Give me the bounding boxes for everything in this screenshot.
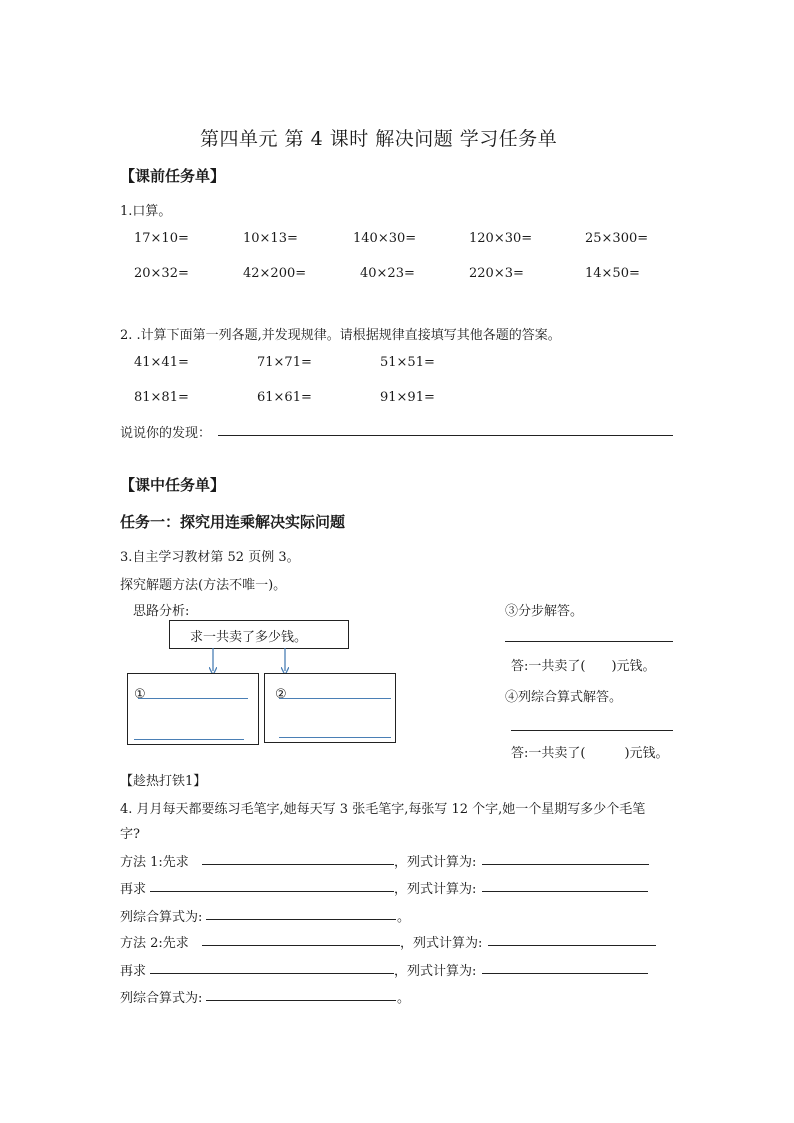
step1-box [127,673,259,745]
step1-line-1[interactable] [138,698,248,699]
m1-then-blank[interactable] [150,891,394,892]
calc-item: 61×61= [257,390,312,405]
step2-box [264,673,396,743]
step2-line-1[interactable] [279,698,391,699]
calc-item: 120×30= [469,231,533,246]
q2-label: 2. .计算下面第一列各题,并发现规律。请根据规律直接填写其他各题的答案。 [120,328,561,343]
step-label: ③分步解答。 [505,604,584,619]
step-answer-line[interactable] [505,641,673,642]
answer-1: 答:一共卖了( )元钱。 [511,659,656,674]
step2-line-2[interactable] [279,737,391,738]
m1-then-calc-blank[interactable] [482,891,648,892]
m2-combined-blank[interactable] [206,1000,396,1001]
calc-item: 20×32= [134,266,189,281]
m2-first-blank[interactable] [202,945,400,946]
practice-header: 【趁热打铁1】 [120,774,207,789]
calc-item: 14×50= [585,266,640,281]
q4-line1: 4. 月月每天都要练习毛笔字,她每天写 3 张毛笔字,每张写 12 个字,她一个星期写多少个毛笔 [120,802,646,817]
m2-first-calc-label: ，列式计算为: [400,936,483,951]
pre-class-header: 【课前任务单】 [120,167,226,185]
m1-first-label: 方法 1:先求 [120,855,189,870]
q4-line2: 字? [120,827,140,842]
task1-title: 任务一：探究用连乘解决实际问题 [120,513,346,531]
analysis-label: 思路分析: [133,604,190,619]
calc-item: 25×300= [585,231,649,246]
calc-item: 51×51= [380,355,435,370]
m2-first-calc-blank[interactable] [488,945,656,946]
calc-item: 10×13= [243,231,298,246]
m2-then-calc-blank[interactable] [482,973,648,974]
step1-line-2[interactable] [134,739,244,740]
m1-first-calc-label: ，列式计算为: [394,855,477,870]
page-title: 第四单元 第 4 课时 解决问题 学习任务单 [200,128,558,150]
m2-first-label: 方法 2:先求 [120,936,189,951]
m1-then-label: 再求 [120,882,147,897]
method-label: 探究解题方法(方法不唯一)。 [120,578,287,593]
m1-combined-label: 列综合算式为: [120,910,203,925]
answer-2: 答:一共卖了( )元钱。 [511,746,669,761]
calc-item: 91×91= [380,390,435,405]
m1-combined-blank[interactable] [206,919,396,920]
m1-then-calc-label: ，列式计算为: [394,882,477,897]
m2-combined-label: 列综合算式为: [120,991,203,1006]
m2-then-blank[interactable] [150,973,394,974]
question-box-text: 求一共卖了多少钱。 [190,630,308,645]
q1-label: 1.口算。 [120,204,172,219]
circle-1-label: ① [134,687,146,702]
discover-label: 说说你的发现： [120,426,212,441]
q3-label: 3.自主学习教材第 52 页例 3。 [120,550,300,565]
calc-item: 40×23= [360,266,415,281]
combined-label: ④列综合算式解答。 [505,690,623,705]
m1-first-calc-blank[interactable] [482,864,649,865]
in-class-header: 【课中任务单】 [120,476,226,494]
calc-item: 140×30= [353,231,417,246]
combined-answer-line[interactable] [511,730,673,731]
calc-item: 17×10= [134,231,189,246]
calc-item: 81×81= [134,390,189,405]
calc-item: 71×71= [257,355,312,370]
calc-item: 220×3= [469,266,524,281]
m1-first-blank[interactable] [202,864,394,865]
m2-period: 。 [397,991,411,1006]
m1-period: 。 [397,910,411,925]
m2-then-calc-label: ，列式计算为: [394,964,477,979]
circle-2-label: ② [275,687,287,702]
calc-item: 42×200= [243,266,307,281]
calc-item: 41×41= [134,355,189,370]
m2-then-label: 再求 [120,964,147,979]
